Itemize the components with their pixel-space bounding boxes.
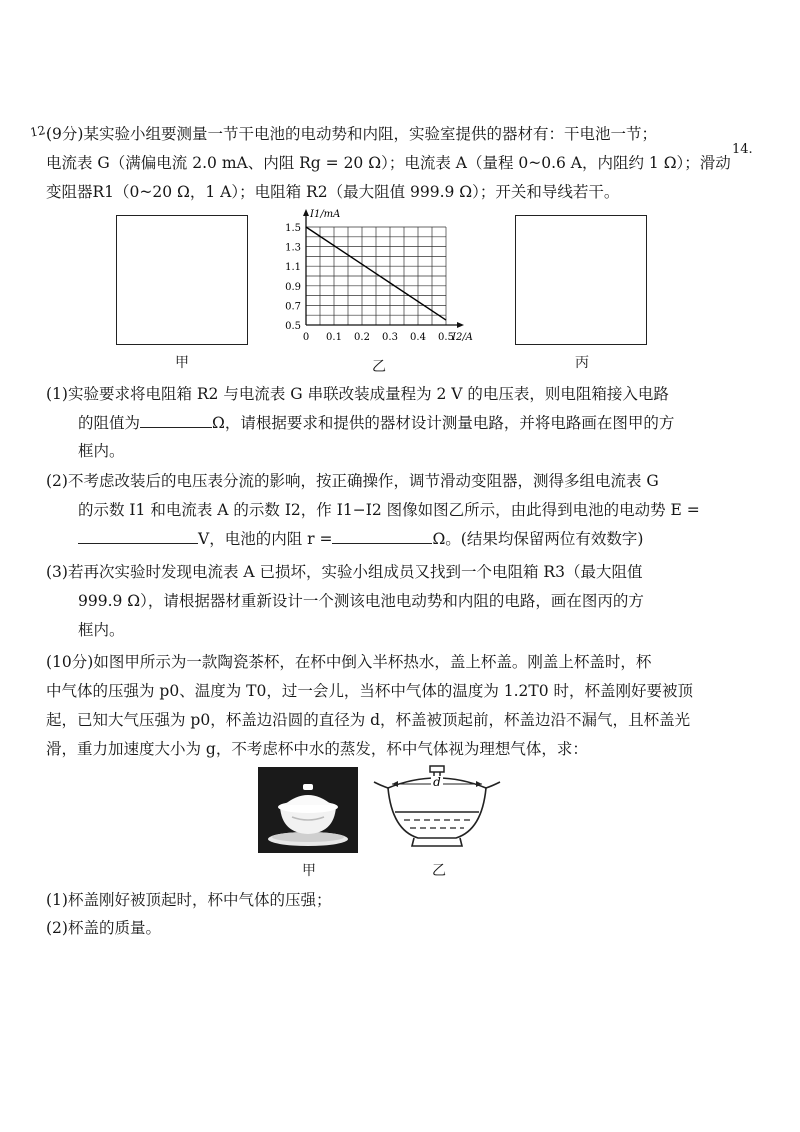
x-tick-label: 0.2 [354,332,370,343]
q12-sub3-line-2: 999.9 Ω），请根据器材重新设计一个测该电池电动势和内阻的电路，画在图丙的方 [78,592,644,610]
q12-line-3: 变阻器R1（0~20 Ω，1 A）；电阻箱 R2（最大阻值 999.9 Ω）；开关和导线若干。 [46,183,620,201]
q12-sub2-text-post: Ω。(结果均保留两位有效数字) [432,530,644,548]
y-tick-label: 1.1 [285,262,301,274]
teacup-photo [258,767,358,853]
q12-sub2-line-1: (2)不考虑改装后的电压表分流的影响，按正确操作，调节滑动变阻器，测得多组电流表 G [46,472,659,490]
q12-sub1-line-1: (1)实验要求将电阻箱 R2 与电流表 G 串联改装成量程为 2 V 的电压表，则电阻箱接入电路 [46,385,669,403]
y-tick-label: 0.7 [285,301,301,313]
q13-fig-label-jia: 甲 [302,863,316,879]
q13-sub1: (1)杯盖刚好被顶起时，杯中气体的压强； [46,891,332,909]
i1-i2-chart [278,205,478,355]
fig-label-yi: 乙 [372,359,386,375]
q12-sub2-line-3 [78,529,643,549]
q13-line-3: 起，已知大气压强为 p0，杯盖边沿圆的直径为 d，杯盖被顶起前，杯盖边沿不漏气，且杯盖光 [46,711,691,729]
q12-sub3-line-3: 框内。 [78,621,125,639]
q12-line-2: 电流表 G（满偏电流 2.0 mA、内阻 Rg = 20 Ω）；电流表 A（量程 0~0.6 A，内阻约 1 Ω）；滑动 [46,154,731,172]
y-axis-label: I1/mA [310,209,341,220]
x-axis-arrow [457,322,464,328]
y-tick-label: 1.3 [285,242,301,254]
q12-sub2-line-2: 的示数 I1 和电流表 A 的示数 I2，作 I1−I2 图像如图乙所示，由此得到电池的电动势 E = [78,501,700,519]
q12-sub1-line-3: 框内。 [78,442,125,460]
y-tick-label: 0.5 [285,321,301,332]
q12-sub1-line-2 [78,413,674,433]
teacup-diagram [368,762,506,858]
q13-fig-label-yi: 乙 [432,863,446,879]
q12-sub3-line-1: (3)若再次实验时发现电流表 A 已损坏，实验小组成员又找到一个电阻箱 R3（最大阻值 [46,563,643,581]
x-tick-label: 0.1 [326,332,342,343]
fig-label-bing: 丙 [575,355,589,371]
x-tick-label: 0 [302,332,310,343]
fig-label-jia: 甲 [175,355,189,371]
x-axis-label: I2/A [452,332,473,343]
page-number: 14. [732,142,753,157]
answer-box-bing [515,215,647,345]
y-tick-label: 1.5 [285,223,301,234]
q13-line-4: 滑，重力加速度大小为 g，不考虑杯中水的蒸发，杯中气体视为理想气体，求： [46,740,588,758]
y-axis-arrow [303,209,309,216]
q12-sub1-text-post: Ω，请根据要求和提供的器材设计测量电路，并将电路画在图甲的方 [212,414,675,432]
x-tick-label: 0.5 [438,332,454,343]
q12-sub2-text-mid: V，电池的内阻 r = [198,530,333,548]
x-tick-label: 0.4 [410,332,426,343]
answer-box-jia [116,215,248,345]
x-tick-label: 0.3 [382,332,398,343]
diameter-label: d [433,775,441,789]
answer-blank-resistance[interactable] [140,413,212,428]
q13-line-2: 中气体的压强为 p0、温度为 T0，过一会儿，当杯中气体的温度为 1.2T0 时，杯盖刚好要被顶 [46,682,694,700]
answer-blank-emf[interactable] [78,529,198,544]
q12-line-1: (9分)某实验小组要测量一节干电池的电动势和内阻，实验室提供的器材有：干电池一节； [46,125,657,143]
q12-sub1-text-pre: 的阻值为 [78,414,141,432]
q13-sub2: (2)杯盖的质量。 [46,919,161,937]
y-tick-label: 0.9 [285,281,301,293]
answer-blank-internal-resistance[interactable] [332,529,432,544]
q13-line-1: (10分)如图甲所示为一款陶瓷茶杯，在杯中倒入半杯热水，盖上杯盖。刚盖上杯盖时，杯 [46,653,652,671]
question-number: 12. [28,122,51,140]
